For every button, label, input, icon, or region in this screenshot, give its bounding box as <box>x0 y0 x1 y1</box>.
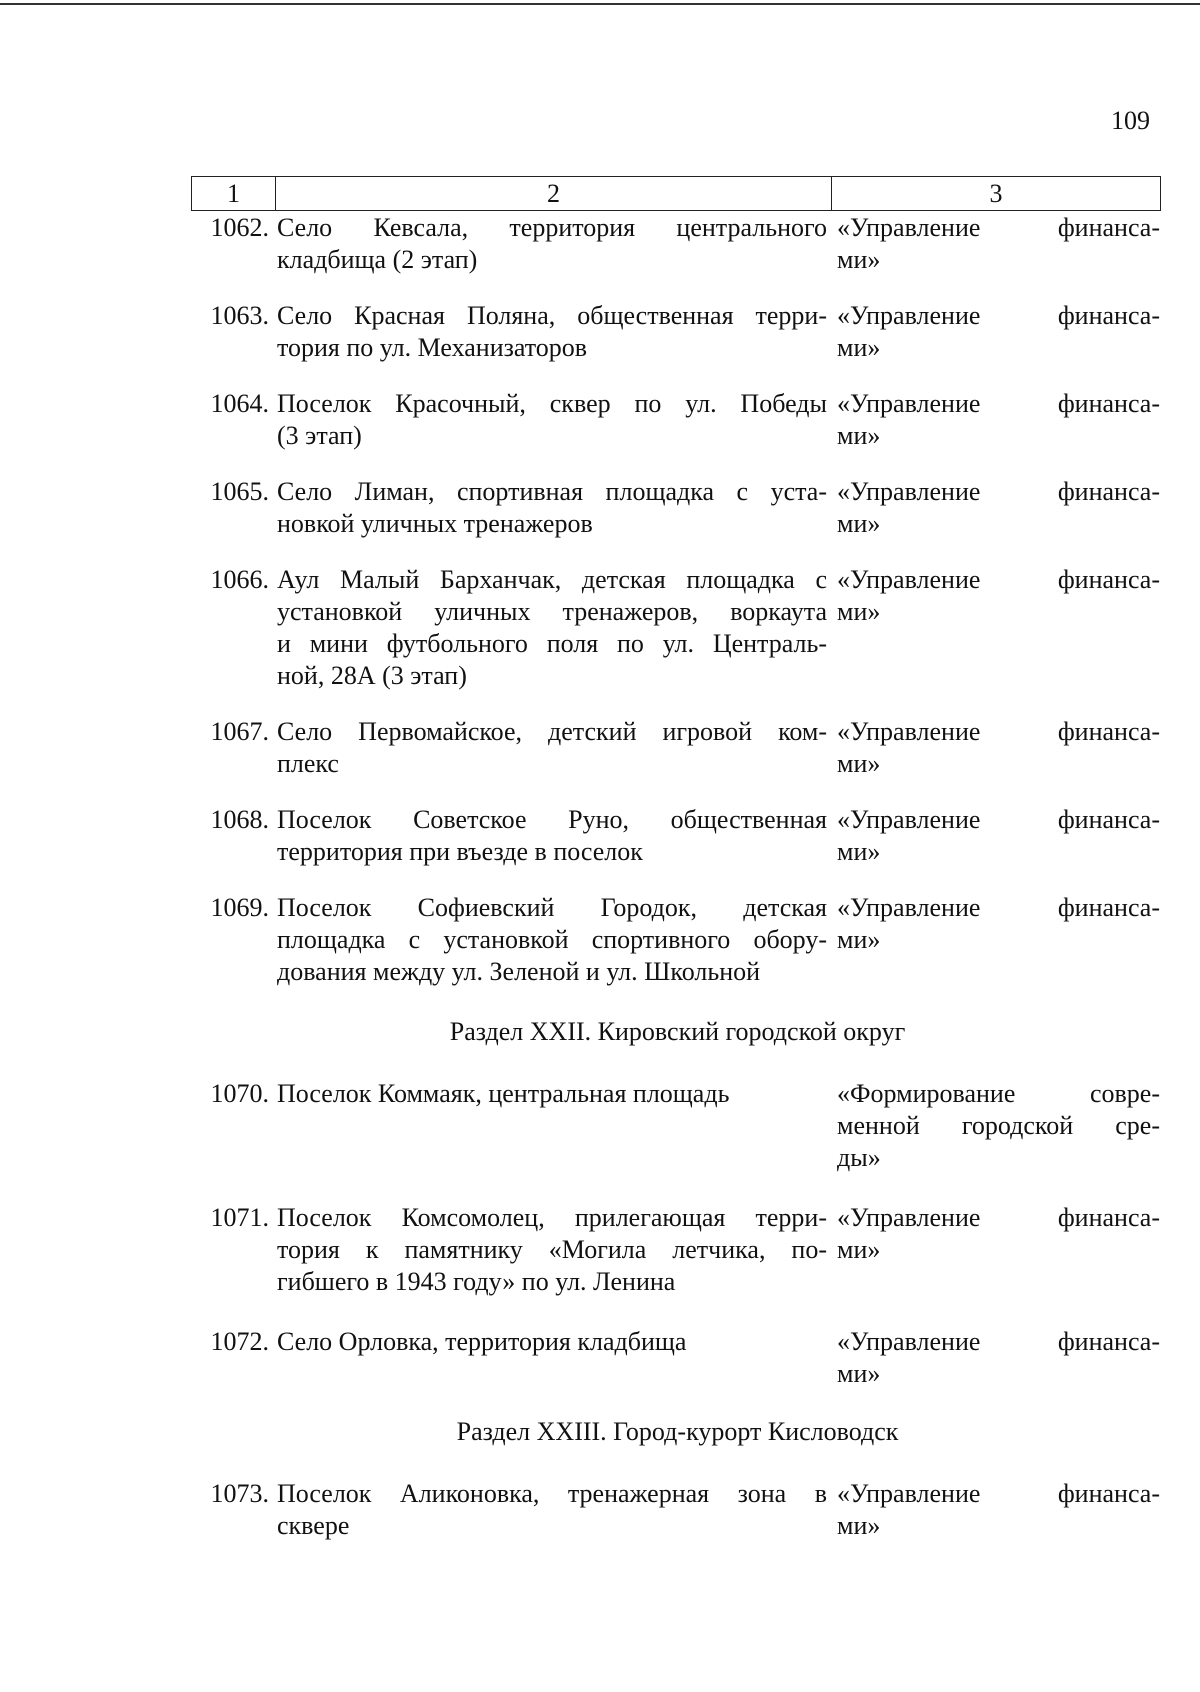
row-object-name <box>277 388 837 452</box>
table-row <box>195 892 1160 988</box>
row-program <box>837 1202 1160 1298</box>
table-row <box>195 1202 1160 1298</box>
object-name-line: тория к памятнику «Могила летчика, по- <box>277 1235 827 1264</box>
object-name-line: Село Красная Поляна, общественная терри- <box>277 301 827 330</box>
row-number: 1062. <box>210 213 269 242</box>
object-name-line: и мини футбольного поля по ул. Централь- <box>277 629 827 658</box>
object-name-line: Село Кевсала, территория центрального <box>277 213 827 242</box>
program-line: «Управление финанса- <box>837 1479 1160 1508</box>
row-object-name <box>277 564 837 692</box>
program-line: ми» <box>837 1359 881 1388</box>
row-number: 1063. <box>210 301 269 330</box>
program-line: ми» <box>837 245 881 274</box>
object-name-line: Поселок Аликоновка, тренажерная зона в <box>277 1479 827 1508</box>
row-number: 1072. <box>210 1327 269 1356</box>
row-program <box>837 1326 1160 1390</box>
program-line: «Управление финанса- <box>837 893 1160 922</box>
object-name-line: тория по ул. Механизаторов <box>277 333 588 362</box>
row-number: 1065. <box>210 477 269 506</box>
program-line: ми» <box>837 597 881 626</box>
object-name-line: Поселок Советское Руно, общественная <box>277 805 827 834</box>
program-line: ды» <box>837 1143 881 1172</box>
row-program <box>837 212 1160 276</box>
row-object-name <box>277 804 837 868</box>
table-row <box>195 716 1160 780</box>
row-object-name <box>277 476 837 540</box>
row-number: 1068. <box>210 805 269 834</box>
object-name-line: Поселок Красочный, сквер по ул. Победы <box>277 389 827 418</box>
table-row <box>195 1478 1160 1542</box>
program-line: «Управление финанса- <box>837 805 1160 834</box>
program-line: «Формирование совре- <box>837 1079 1160 1108</box>
program-line: ми» <box>837 925 881 954</box>
row-number: 1069. <box>210 893 269 922</box>
row-program <box>837 564 1160 692</box>
object-name-line: Поселок Комсомолец, прилегающая терри- <box>277 1203 827 1232</box>
table-row <box>195 212 1160 276</box>
rows-group-1 <box>195 212 1160 988</box>
row-number: 1070. <box>210 1079 269 1108</box>
object-name-line: ной, 28А (3 этап) <box>277 661 467 690</box>
object-name-line: сквере <box>277 1511 350 1540</box>
row-number: 1066. <box>210 565 269 594</box>
row-program <box>837 1078 1160 1174</box>
program-line: «Управление финанса- <box>837 717 1160 746</box>
row-object-name <box>277 1078 837 1174</box>
object-name-line: гибшего в 1943 году» по ул. Ленина <box>277 1267 676 1296</box>
object-name-line: Село Лиман, спортивная площадка с уста- <box>277 477 827 506</box>
rows-group-2 <box>195 1078 1160 1390</box>
table-row <box>195 476 1160 540</box>
table-body <box>195 212 1160 1542</box>
object-name-line: площадка с установкой спортивного обору- <box>277 925 827 954</box>
table-row <box>195 564 1160 692</box>
program-line: ми» <box>837 1511 881 1540</box>
object-name-line: дования между ул. Зеленой и ул. Школьной <box>277 957 761 986</box>
table-header <box>191 176 1161 211</box>
object-name-line: Село Первомайское, детский игровой ком- <box>277 717 827 746</box>
page-number: 109 <box>1111 106 1150 135</box>
row-program <box>837 804 1160 868</box>
row-number: 1064. <box>210 389 269 418</box>
table-row <box>195 1078 1160 1174</box>
row-number: 1073. <box>210 1479 269 1508</box>
object-name-line: установкой уличных тренажеров, воркаута <box>277 597 827 626</box>
object-name-line: Поселок Коммаяк, центральная площадь <box>277 1079 730 1108</box>
header-col-2: 2 <box>276 177 832 210</box>
row-object-name <box>277 1202 837 1298</box>
table-row <box>195 1326 1160 1390</box>
section-title-23: Раздел XXIII. Город-курорт Кисловодск <box>456 1417 899 1446</box>
row-object-name <box>277 1326 837 1390</box>
program-line: ми» <box>837 333 881 362</box>
header-col-3: 3 <box>989 179 1003 208</box>
table-row <box>195 804 1160 868</box>
row-object-name <box>277 716 837 780</box>
program-line: «Управление финанса- <box>837 1327 1160 1356</box>
program-line: ми» <box>837 509 881 538</box>
program-line: «Управление финанса- <box>837 389 1160 418</box>
object-name-line: (3 этап) <box>277 421 362 450</box>
section-title-22: Раздел XXII. Кировский городской округ <box>449 1017 906 1046</box>
program-line: ми» <box>837 1235 881 1264</box>
object-name-line: территория при въезде в поселок <box>277 837 643 866</box>
row-object-name <box>277 212 837 276</box>
program-line: «Управление финанса- <box>837 565 1160 594</box>
program-line: ми» <box>837 421 881 450</box>
rows-group-3 <box>195 1478 1160 1542</box>
program-line: ми» <box>837 749 881 778</box>
program-line: «Управление финанса- <box>837 1203 1160 1232</box>
object-name-line: плекс <box>277 749 339 778</box>
object-name-line: Аул Малый Барханчак, детская площадка с <box>277 565 827 594</box>
table-row <box>195 388 1160 452</box>
object-name-line: Село Орловка, территория кладбища <box>277 1327 687 1356</box>
row-object-name <box>277 1478 837 1542</box>
program-line: менной городской сре- <box>837 1111 1160 1140</box>
row-number: 1067. <box>210 717 269 746</box>
row-object-name <box>277 300 837 364</box>
table-row <box>195 300 1160 364</box>
object-name-line: новкой уличных тренажеров <box>277 509 593 538</box>
program-line: «Управление финанса- <box>837 301 1160 330</box>
program-line: ми» <box>837 837 881 866</box>
row-program <box>837 300 1160 364</box>
row-program <box>837 1478 1160 1542</box>
top-rule <box>0 3 1200 5</box>
object-name-line: Поселок Софиевский Городок, детская <box>277 893 827 922</box>
object-name-line: кладбища (2 этап) <box>277 245 478 274</box>
row-program <box>837 892 1160 988</box>
program-line: «Управление финанса- <box>837 213 1160 242</box>
row-object-name <box>277 892 837 988</box>
program-line: «Управление финанса- <box>837 477 1160 506</box>
row-program <box>837 476 1160 540</box>
row-program <box>837 388 1160 452</box>
header-col-1: 1 <box>192 177 276 210</box>
row-program <box>837 716 1160 780</box>
row-number: 1071. <box>210 1203 269 1232</box>
